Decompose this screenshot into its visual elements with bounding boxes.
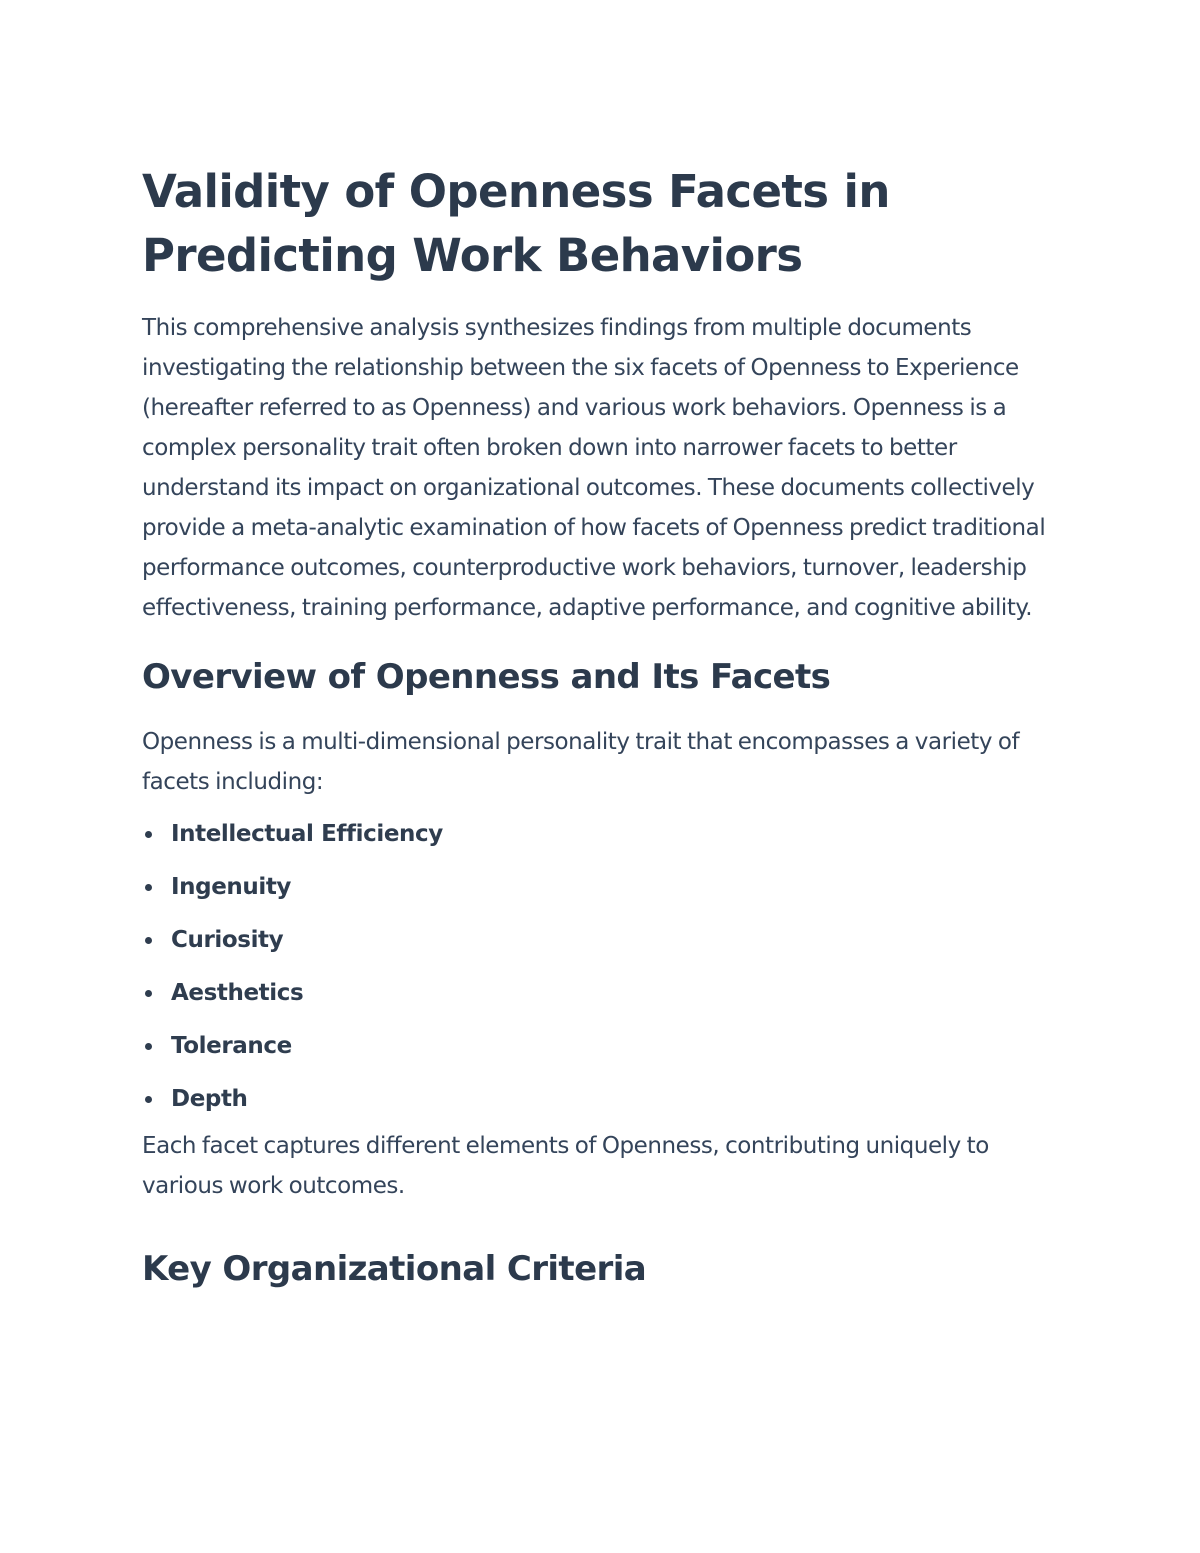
facet-label: Intellectual Efficiency [171,821,443,847]
facets-list [142,814,1072,1119]
bullet-icon [145,884,152,891]
bullet-icon [145,831,152,838]
overview-heading: Overview of Openness and Its Facets [142,657,831,697]
facet-label: Curiosity [171,927,284,953]
list-item [142,1026,1072,1066]
page-title: Validity of Openness Facets in Predicting Work Behaviors [142,165,890,282]
list-item [142,867,1072,907]
facet-label: Ingenuity [171,874,292,900]
facet-label: Depth [171,1086,248,1112]
overview-closing-paragraph: Each facet captures different elements of Openness, contributing uniquely to various work outcomes. [142,1133,989,1199]
list-item [142,814,1072,854]
overview-lead-paragraph: Openness is a multi-dimensional personality trait that encompasses a variety of facets including: [142,729,1020,795]
facet-label: Aesthetics [171,980,304,1006]
intro-paragraph: This comprehensive analysis synthesizes findings from multiple documents investigating the relationship between the six facets of Openness to Experience (hereafter referred to as Openness) and various work behaviors. Openness is a complex personality trait often broken down into narrower facets to better understand its impact on organizational outcomes. These documents collectively provide a meta-analytic examination of how facets of Openness predict traditional performance outcomes, counterproductive work behaviors, turnover, leadership effectiveness, training performance, adaptive performance, and cognitive ability. [142,315,1046,621]
bullet-icon [145,937,152,944]
list-item [142,920,1072,960]
document-page [142,160,1072,1293]
facet-label: Tolerance [171,1033,292,1059]
bullet-icon [145,1043,152,1050]
list-item [142,1079,1072,1119]
criteria-heading: Key Organizational Criteria [142,1249,647,1289]
list-item [142,973,1072,1013]
bullet-icon [145,1096,152,1103]
bullet-icon [145,990,152,997]
